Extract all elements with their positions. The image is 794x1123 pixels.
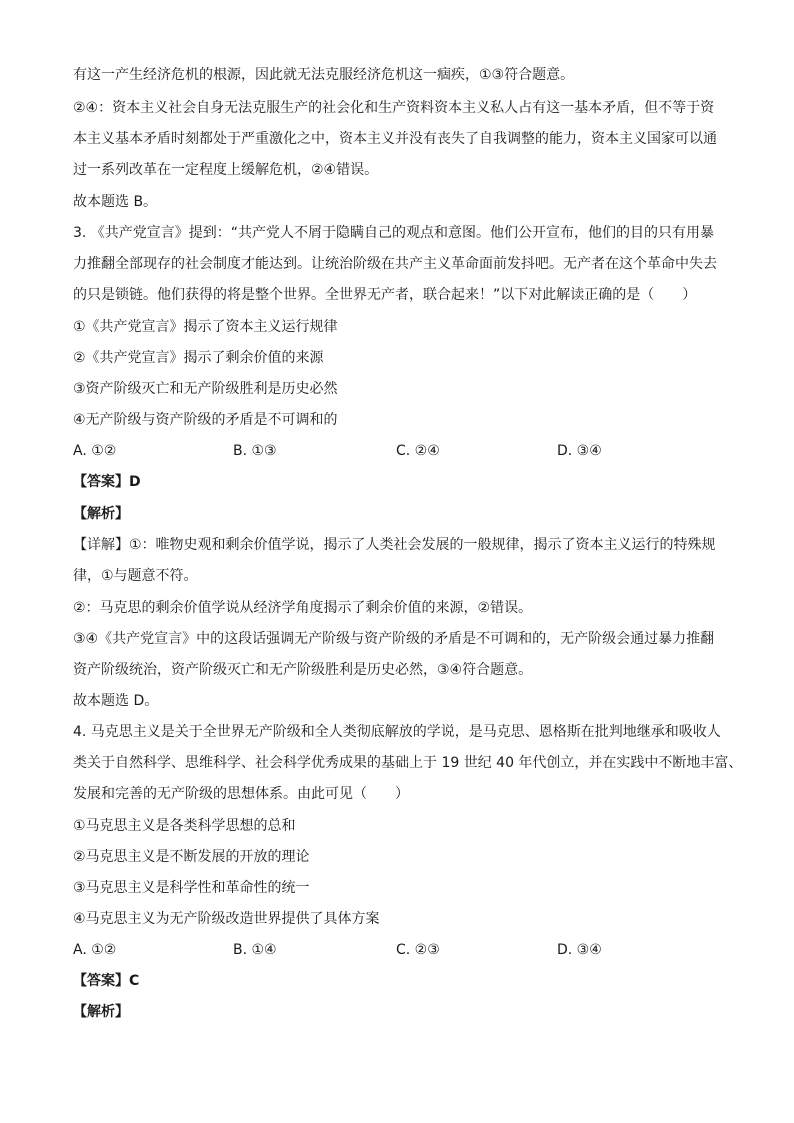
question-4-choice: ④马克思主义为无产阶级改造世界提供了具体方案 — [73, 911, 380, 927]
question-3-stem: 的只是锁链。他们获得的将是整个世界。全世界无产者，联合起来！”以下对此解读正确的是（ ） — [73, 287, 697, 303]
question-3-choice: ②《共产党宣言》揭示了剩余价值的来源 — [73, 350, 324, 366]
option-a: A. ①② — [73, 942, 117, 958]
detail-text: 故本题选 D。 — [73, 693, 159, 709]
detail-text: 【详解】①：唯物史观和剩余价值学说，揭示了人类社会发展的一般规律，揭示了资本主义运行的特殊规 — [73, 537, 716, 553]
detail-text: 资产阶级统治，资产阶级灭亡和无产阶级胜利是历史必然，③④符合题意。 — [73, 662, 533, 678]
text-line: 过一系列改革在一定程度上缓解危机，②④错误。 — [73, 162, 379, 178]
question-4-stem: 4. 马克思主义是关于全世界无产阶级和全人类彻底解放的学说，是马克思、恩格斯在批判地继承和吸收人 — [73, 724, 721, 740]
question-4-choice: ①马克思主义是各类科学思想的总和 — [73, 818, 296, 834]
option-a: A. ①② — [73, 443, 117, 459]
option-d: D. ③④ — [557, 942, 602, 958]
text-line: 故本题选 B。 — [73, 194, 158, 210]
question-3-choice: ④无产阶级与资产阶级的矛盾是不可调和的 — [73, 412, 338, 428]
option-b: B. ①④ — [233, 942, 277, 958]
question-3-stem: 力推翻全部现存的社会制度才能达到。让统治阶级在共产主义革命面前发抖吧。无产者在这个革命中失去 — [73, 256, 717, 272]
analysis-label: 【解析】 — [73, 1004, 129, 1020]
text-line: 本主义基本矛盾时刻都处于严重激化之中，资本主义并没有丧失了自我调整的能力，资本主义国家可以通 — [73, 131, 717, 147]
detail-text: 律，①与题意不符。 — [73, 568, 198, 584]
text-line: ②④：资本主义社会自身无法克服生产的社会化和生产资料资本主义私人占有这一基本矛盾，但不等于资 — [73, 100, 715, 116]
option-b: B. ①③ — [233, 443, 277, 459]
detail-text: ③④《共产党宣言》中的这段话强调无产阶级与资产阶级的矛盾是不可调和的，无产阶级会通过暴力推翻 — [73, 631, 715, 647]
question-4-stem: 类关于自然科学、思维科学、社会科学优秀成果的基础上于 19 世纪 40 年代创立，并在实践中不断地丰富、 — [73, 755, 743, 771]
question-4-choice: ③马克思主义是科学性和革命性的统一 — [73, 880, 310, 896]
option-d: D. ③④ — [557, 443, 602, 459]
answer-label: 【答案】D — [73, 474, 141, 490]
option-c: C. ②③ — [396, 942, 440, 958]
question-3-choice: ①《共产党宣言》揭示了资本主义运行规律 — [73, 319, 338, 335]
question-3-choice: ③资产阶级灭亡和无产阶级胜利是历史必然 — [73, 381, 338, 397]
question-4-choice: ②马克思主义是不断发展的开放的理论 — [73, 849, 310, 865]
option-c: C. ②④ — [396, 443, 440, 459]
question-3-stem: 3. 《共产党宣言》提到：“共产党人不屑于隐瞒自己的观点和意图。他们公开宣布，他们的目的只有用暴 — [73, 225, 715, 241]
question-4-stem: 发展和完善的无产阶级的思想体系。由此可见（ ） — [73, 786, 409, 802]
analysis-label: 【解析】 — [73, 506, 129, 522]
detail-text: ②：马克思的剩余价值学说从经济学角度揭示了剩余价值的来源，②错误。 — [73, 600, 533, 616]
answer-label: 【答案】C — [73, 973, 140, 989]
text-line: 有这一产生经济危机的根源，因此就无法克服经济危机这一痼疾，①③符合题意。 — [73, 67, 575, 83]
